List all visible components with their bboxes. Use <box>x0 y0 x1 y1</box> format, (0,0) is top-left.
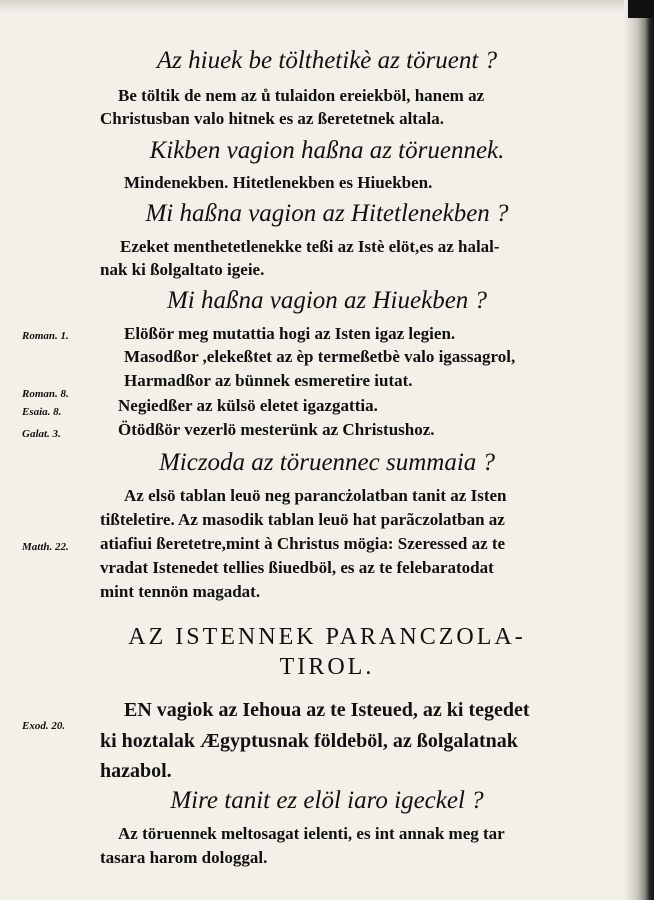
answer-line: vradat Istenedet tellies ßiuedböl, es az te felebaratodat <box>100 558 494 577</box>
answer-line: mint tennön magadat. <box>100 582 261 601</box>
margin-reference: Matth. 22. <box>22 541 69 553</box>
margin-reference: Roman. 8. <box>22 388 69 400</box>
margin-reference: Roman. 1. <box>22 330 69 342</box>
commandment-line: ki hoztalak Ægyptusnak földeböl, az ßolgalatnak <box>100 730 518 752</box>
margin-reference: Exod. 20. <box>22 720 66 732</box>
answer-line: tißteletire. Az masodik tablan leuö hat parãczolatban az <box>100 510 505 529</box>
answer-line: tasara harom dologgal. <box>100 848 268 867</box>
answer-line: Az elsö tablan leuö neg parancżolatban tanit az Isten <box>124 486 507 505</box>
answer-line: Christusban valo hitnek es az ßeretetnek altala. <box>100 109 444 128</box>
answer-line: nak ki ßolgaltato igeie. <box>100 260 265 279</box>
answer-line: Harmadßor az bünnek esmeretire iutat. <box>124 371 413 390</box>
question-heading-1: Az hiuek be tölthetikè az töruent ? <box>156 47 498 74</box>
answer-line: Be töltik de nem az ů tulaidon ereiekböl, hanem az <box>118 86 485 105</box>
answer-line: Az töruennek meltosagat ielenti, es int annak meg tar <box>118 824 505 843</box>
question-heading-5: Miczoda az töruennec summaia ? <box>158 449 496 476</box>
answer-line: Mindenekben. Hitetlenekben es Hiuekben. <box>124 173 433 192</box>
answer-line: Ezeket menthetetlenekke teßi az Istè elöt,es az halal- <box>120 237 500 256</box>
question-heading-2: Kikben vagion haßna az töruennek. <box>149 137 505 164</box>
question-heading-3: Mi haßna vagion az Hitetlenekben ? <box>145 200 509 227</box>
margin-reference: Galat. 3. <box>22 428 61 440</box>
question-heading-4: Mi haßna vagion az Hiuekben ? <box>166 287 488 314</box>
answer-line: Masodßor ,elekeßtet az èp termeßetbè valo igassagrol, <box>124 347 516 366</box>
commandment-line: EN vagiok az Iehoua az te Isteued, az ki tegedet <box>124 699 530 721</box>
answer-line: Ötödßör vezerlö mesterünk az Christushoz. <box>118 420 435 439</box>
section-title-line-1: AZ ISTENNEK PARANCZOLA- <box>128 624 526 650</box>
question-heading-6: Mire tanit ez elöl iaro igeckel ? <box>170 787 484 814</box>
section-title-line-2: TIROL. <box>279 654 375 680</box>
answer-line: Negiedßer az külsö eletet igazgattia. <box>118 396 378 415</box>
commandment-line: hazabol. <box>100 760 172 782</box>
margin-reference: Esaia. 8. <box>22 406 62 418</box>
answer-line: atiafiui ßeretetre,mint à Christus mögia: Szeressed az te <box>100 534 506 553</box>
answer-line: Elößör meg mutattia hogi az Isten igaz legien. <box>124 324 456 343</box>
